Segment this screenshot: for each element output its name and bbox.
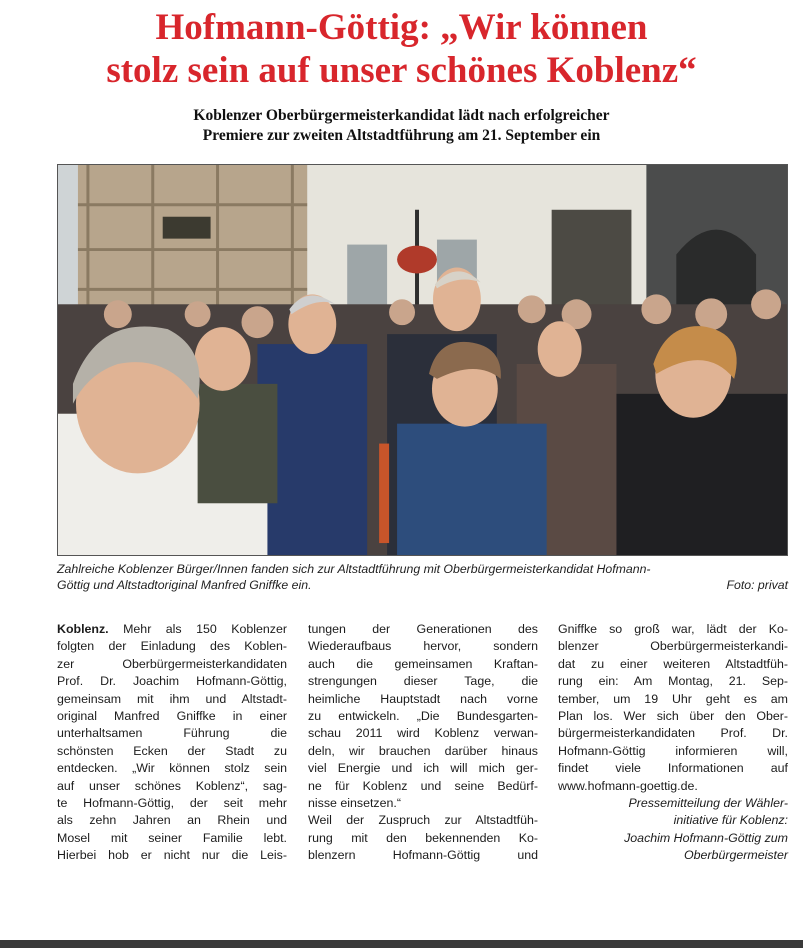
column-3-line: bürgermeisterkandidaten Prof. Dr. [558, 726, 788, 741]
column-1-line: entdecken. „Wir können stolz sein [57, 761, 287, 776]
woman-blue-coat [397, 424, 547, 555]
signature-line: Joachim Hofmann-Göttig zum [624, 830, 788, 845]
scaffold-sign [163, 217, 211, 239]
column-3-line: rung ein: Am Montag, 21. Sep- [558, 674, 788, 689]
subheadline-line-2: Premiere zur zweiten Altstadtführung am 21. September ein [202, 127, 601, 144]
column-1-line: Hierbei hob er nicht nur die Leis- [57, 848, 287, 863]
headline-line-2: stolz sein auf unser schönes Koblenz“ [106, 50, 697, 91]
subheadline-line-1: Koblenzer Oberbürgermeisterkandidat lädt nach erfolgreicher [193, 107, 610, 124]
column-1-line: Koblenz. Mehr als 150 Koblenzer [57, 622, 287, 636]
column-2-line: zu entwickeln. „Die Bundesgarten- [308, 709, 538, 724]
bottom-border-bar [0, 940, 803, 948]
woman-dark-top [198, 384, 278, 503]
column-3-line: blenzer Oberbürgermeisterkandi- [558, 639, 788, 654]
subheadline [0, 106, 803, 146]
caption-line-2: Göttig und Altstadtoriginal Manfred Gniffke ein. [57, 578, 312, 592]
column-2-line: blenzern Hofmann-Göttig und [308, 848, 538, 863]
column-1-line: te Hofmann-Göttig, der seit mehr [57, 796, 287, 811]
column-2-line: viel Energie und ich will mich ger- [308, 761, 538, 776]
column-3-line: Gniffke so groß war, lädt der Ko- [558, 622, 788, 636]
column-1-line: folgten der Einladung des Koblen- [57, 639, 287, 654]
column-1-line: als zehn Jahren an Rhein und [57, 813, 287, 828]
signature-line: Pressemitteilung der Wähler- [628, 796, 788, 811]
article-column-1 [57, 621, 287, 865]
column-1-line: schönsten Ecken der Stadt zu [57, 743, 287, 758]
column-1-line: auf unser schönes Koblenz“, sag- [57, 778, 287, 793]
article-column-2 [308, 621, 538, 865]
column-2-line: rung mit den bekennenden Ko- [308, 830, 538, 845]
column-1-line: gemeinsam mit ihm und Altstadt- [57, 691, 287, 706]
column-2-line: schau 2011 wird Koblenz verwan- [308, 726, 538, 741]
column-2-line: ne für Koblenz und seine Bedürf- [308, 778, 538, 793]
column-1-line: Mosel mit seiner Familie lebt. [57, 830, 287, 845]
caption-line-1: Zahlreiche Koblenzer Bürger/Innen fanden sich zur Altstadtführung mit Oberbürgermeisterkandidat Hofmann- [57, 562, 651, 576]
column-3-line: Plan los. Wer sich über den Ober- [558, 709, 788, 724]
column-2-line: auch die gemeinsamen Kraftan- [308, 656, 538, 671]
signature-line: Oberbürgermeister [684, 848, 788, 863]
column-3-line: dat zu einer weiteren Altstadtfüh- [558, 656, 788, 671]
column-1-line: original Manfred Gniffke in einer [57, 709, 287, 724]
article-column-3 [558, 621, 788, 865]
headline-line-1: Hofmann-Göttig: „Wir können [155, 7, 648, 48]
column-1-line: Prof. Dr. Joachim Hofmann-Göttig, [57, 674, 287, 689]
scaffold-building [78, 165, 307, 314]
column-3-line: findet viele Informationen auf [558, 761, 788, 776]
headline [0, 6, 803, 92]
signature-line: initiative für Koblenz: [673, 813, 788, 828]
website-url: www.hofmann-goettig.de. [558, 778, 698, 793]
photo-credit: Foto: privat [726, 578, 788, 592]
column-2-line: nisse einsetzen.“ [308, 796, 401, 811]
column-1-line: zer Oberbürgermeisterkandidaten [57, 656, 287, 671]
dateline: Koblenz. [57, 622, 109, 636]
woman-black-leather [616, 394, 787, 555]
caption-line-2-row [57, 577, 788, 593]
doorway [552, 210, 632, 319]
column-2-line: Wiederaufbaus hervor, sondern [308, 639, 538, 654]
column-2-line: tungen der Generationen des [308, 622, 538, 636]
column-3-line: Hofmann-Göttig informieren will, [558, 743, 788, 758]
column-3-line: tember, um 19 Uhr geht es am [558, 691, 788, 706]
window-1 [347, 245, 387, 315]
photo-caption [57, 561, 788, 593]
column-2-line: heimliche Hauptstadt nach vorne [308, 691, 538, 706]
flower-basket [397, 246, 437, 274]
column-1-line: unterhaltsamen Führung die [57, 726, 287, 741]
umbrella [379, 444, 389, 543]
column-2-line: Weil der Zuspruch zur Altstadtfüh- [308, 813, 538, 828]
column-2-line: strengungen dieser Tage, die [308, 674, 538, 689]
column-2-line: deln, wir brauchen darüber hinaus [308, 743, 538, 758]
crowd-photo-illustration [58, 165, 787, 555]
crowd-photo [57, 164, 788, 556]
